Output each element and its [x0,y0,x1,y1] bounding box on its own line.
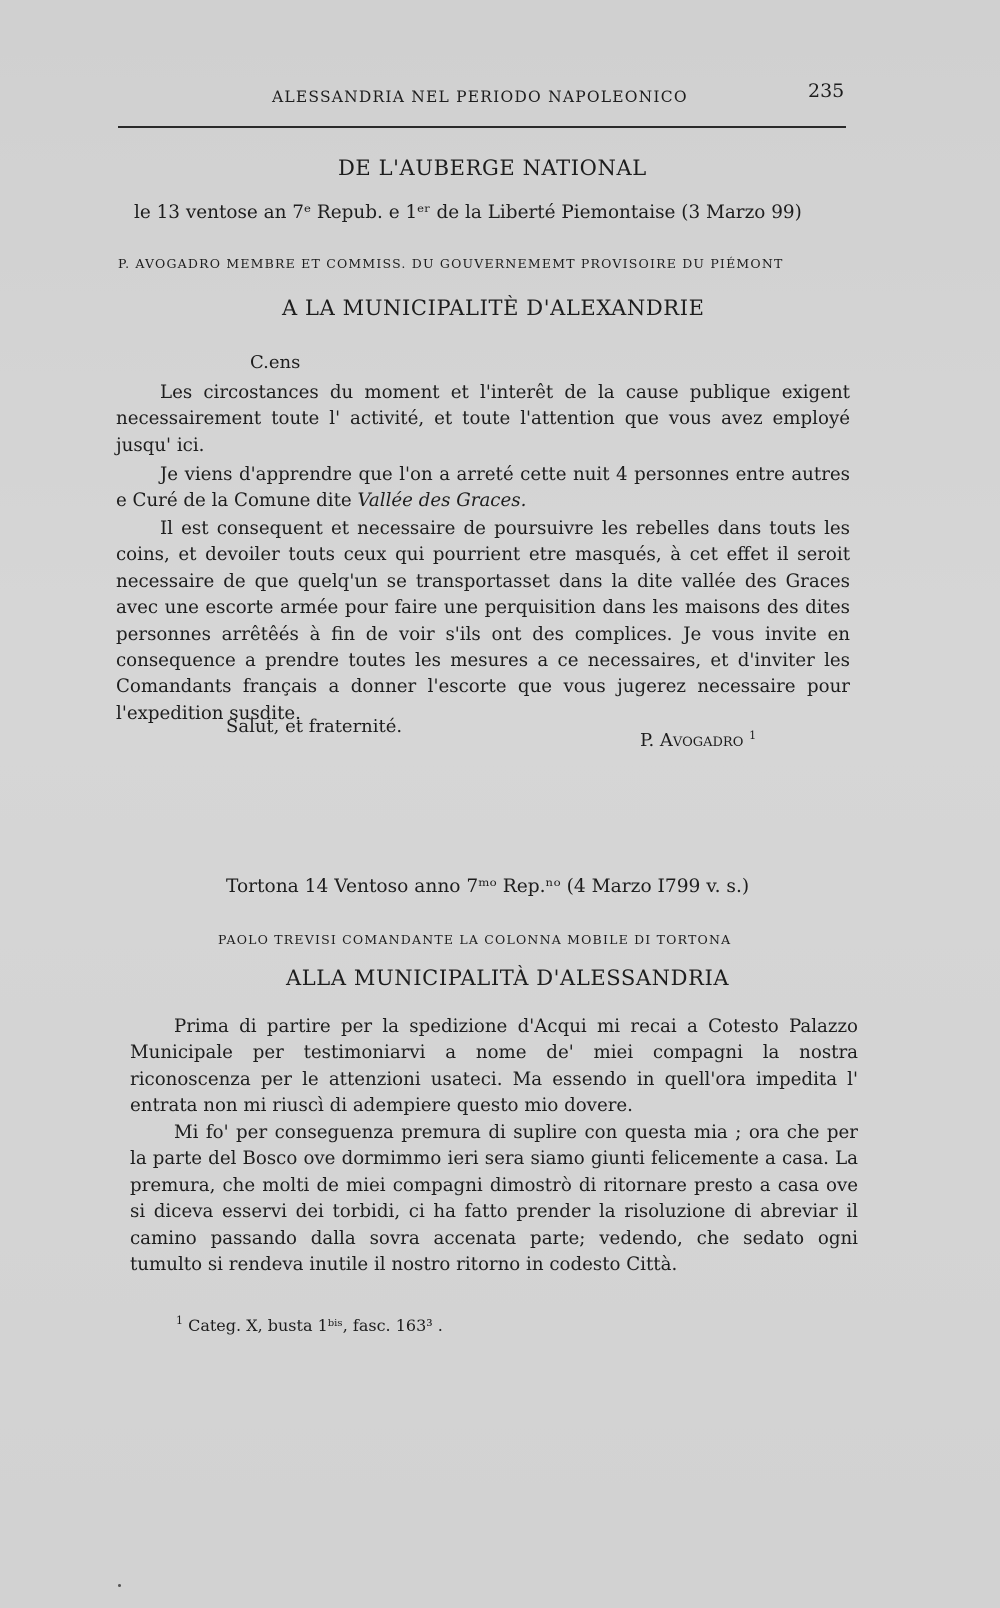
letter2-paragraph-2: Mi fo' per conseguenza premura di suplire con questa mia ; ora che per la parte del Bosco ove dormimmo ieri sera siamo giunti felicemente a casa. La premura, che molti de miei compagni dimostrò di ritornare presto a casa ove si diceva esservi dei torbidi, ci ha fatto prender la risoluzione di abreviar il camino passando dalla sovra accenata parte; vedendo, che sedato ogni tumulto si rendeva inutile il nostro ritorno in codesto Città. [130,1122,858,1276]
letter2-addressee: ALLA MUNICIPALITÀ D'ALESSANDRIA [286,966,730,990]
letter1-paragraph-2: Je viens d'apprendre que l'on a arreté cette nuit 4 personnes entre autres e Curé de la Comune dite Vallée des Graces. [116,464,850,512]
italic-place-name: Vallée des Graces. [357,490,527,512]
letter1-paragraph-1: Les circostances du moment et l'interêt de la cause publique exigent necessairement toute l' activité, et toute l'attention que vous avez employé jusqu' ici. [116,382,850,456]
letter1-salutation: C.ens [250,352,301,373]
letter2-sender: PAOLO TREVISI COMANDANTE LA COLONNA MOBILE DI TORTONA [218,932,732,947]
paper-speck [118,1584,121,1587]
letter1-closing: Salut, et fraternité. [226,716,403,737]
letter2-paragraph-1: Prima di partire per la spedizione d'Acqui mi recai a Cotesto Palazzo Municipale per testimoniarvi a nome de' miei compagni la nostra riconoscenza per le attenzioni usateci. Ma essendo in quell'ora impedita l' entrata non mi riuscì di adempiere questo mio dovere. [130,1016,858,1117]
letter1-date: le 13 ventose an 7ᵉ Repub. e 1ᵉʳ de la Liberté Piemontaise (3 Marzo 99) [134,202,802,223]
running-header: ALESSANDRIA NEL PERIODO NAPOLEONICO [272,88,688,106]
header-rule [118,126,846,128]
footnote-mark: 1 [176,1314,183,1327]
letter1-signature: P. Avogadro $^1$ [640,729,757,751]
letter1-paragraph-3: Il est consequent et necessaire de poursuivre les rebelles dans touts les coins, et devoiler touts ceux qui pourrient etre masqués, à cet effet il seroit necessaire de que quelq'un se transportasset dans la dite vallée des Graces avec une escorte armée pour faire une perquisition dans les maisons des dites personnes arrêtêés à fin de voir s'ils ont des complices. Je vous invite en consequence a prendre toutes les mesures a ce necessaires, et d'inviter les Comandants français a donner l'escorte que vous jugerez necessaire pour l'expedition susdite. [116,518,850,724]
letter1-place: DE L'AUBERGE NATIONAL [338,156,647,180]
footnote: $^1$ Categ. X, busta 1ᵇⁱˢ, fasc. 163³ . [176,1314,443,1335]
footnote-reference: 1 [749,729,757,742]
letter2-date: Tortona 14 Ventoso anno 7ᵐᵒ Rep.ⁿᵒ (4 Marzo I799 v. s.) [226,876,750,897]
letter1-addressee: A LA MUNICIPALITÈ D'ALEXANDRIE [282,296,705,320]
page-number: 235 [808,80,845,102]
letter1-sender: P. AVOGADRO MEMBRE ET COMMISS. DU GOUVERNEMEMT PROVISOIRE DU PIÉMONT [118,256,784,271]
